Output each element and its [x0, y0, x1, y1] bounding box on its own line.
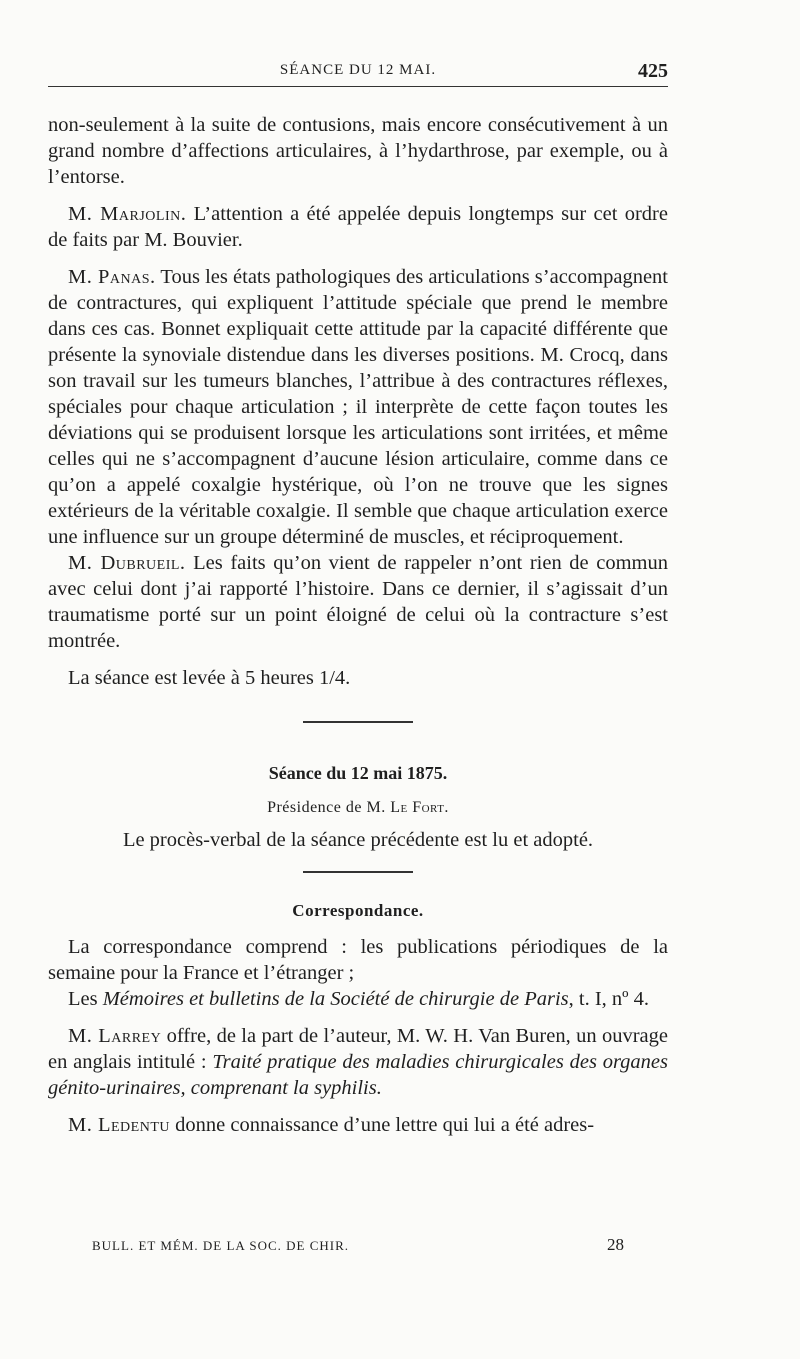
section-heading: Correspondance.: [292, 901, 424, 920]
president-name: M. Le Fort.: [366, 799, 449, 816]
paragraph-dubrueil: [48, 550, 668, 654]
section-divider: [303, 721, 413, 723]
minutes-line: Le procès-verbal de la séance précédente est lu et adopté.: [122, 829, 594, 851]
paragraph-text: Les: [68, 988, 103, 1010]
paragraph-closing: La séance est levée à 5 heures 1/4.: [68, 667, 351, 689]
session-title: Séance du 12 mai 1875.: [268, 763, 448, 783]
paragraph-text: L’attention a été appelée depuis longtemps sur cet ordre de faits par M. Bouvier.: [48, 203, 668, 251]
speaker-name: M. Ledentu: [68, 1114, 170, 1136]
paragraph-ledentu: [48, 1112, 668, 1138]
page-footer: [92, 1235, 624, 1254]
section-divider: [303, 871, 413, 873]
presidency-prefix: Présidence de: [267, 799, 367, 816]
paragraph-correspondance: La correspondance comprend : les publications périodiques de la semaine pour la France et l’étranger ;: [48, 936, 668, 984]
footer-text: BULL. ET MÉM. DE LA SOC. DE CHIR.: [92, 1238, 350, 1253]
book-title: Traité pratique des maladies chirurgicales des organes génito-urinaires, comprenant la syphilis.: [48, 1051, 668, 1099]
speaker-name: M. Dubrueil.: [68, 552, 186, 574]
paragraph-text: , t. I, nº 4.: [568, 988, 650, 1010]
paragraph-memoires: [48, 986, 668, 1012]
publication-title: Mémoires et bulletins de la Société de chirurgie de Paris: [102, 988, 569, 1010]
page-number: 425: [638, 60, 668, 82]
paragraph-text: Tous les états pathologiques des articulations s’accompagnent de contractures, qui expliquent l’attitude spéciale que prend le membre dans ces cas. Bonnet expliquait cette attitude par la capacité différente que présente la synoviale distendue dans les diverses positions. M. Crocq, dans son travail sur les tumeurs blanches, l’attribue à des contractures réflexes, spéciales pour chaque articulation ; il interprète de cette façon toutes les déviations qui se produisent lorsque les articulations sont irritées, et même celles qui ne s’accompagnent d’aucune lésion articulaire, comme dans ce qu’on a appelé coxalgie hystérique, où l’on ne trouve que les signes extérieurs de la véritable coxalgie. Il semble que chaque articulation exerce une influence sur un groupe déterminé de muscles, et réciproquement.: [48, 266, 668, 548]
paragraph-panas: [48, 264, 668, 550]
page-header: [48, 58, 668, 87]
running-head: SÉANCE DU 12 MAI.: [279, 62, 437, 78]
paragraph-text: Les faits qu’on vient de rappeler n’ont rien de commun avec celui dont j’ai rapporté l’histoire. Dans ce dernier, il s’agissait d’un traumatisme porté sur un point éloigné de celui où la contracture s’est montrée.: [48, 552, 668, 652]
paragraph-text: offre, de la part de l’auteur, M. W. H. Van Buren, un ouvrage en anglais intitulé :: [48, 1025, 668, 1073]
paragraph-text: donne connaissance d’une lettre qui lui a été adres-: [170, 1114, 595, 1136]
paragraph-larrey: [48, 1023, 668, 1101]
signature-mark: 28: [607, 1235, 624, 1254]
page-body: [48, 112, 668, 1138]
speaker-name: M. Marjolin.: [68, 203, 187, 225]
paragraph-marjolin: [48, 201, 668, 253]
paragraph-continuation: non-seulement à la suite de contusions, mais encore consécutivement à un grand nombre d’affections articulaires, à l’hydarthrose, par exemple, ou à l’entorse.: [48, 114, 668, 188]
presidency-line: [48, 797, 668, 819]
speaker-name: M. Panas.: [68, 266, 156, 288]
speaker-name: M. Larrey: [68, 1025, 162, 1047]
